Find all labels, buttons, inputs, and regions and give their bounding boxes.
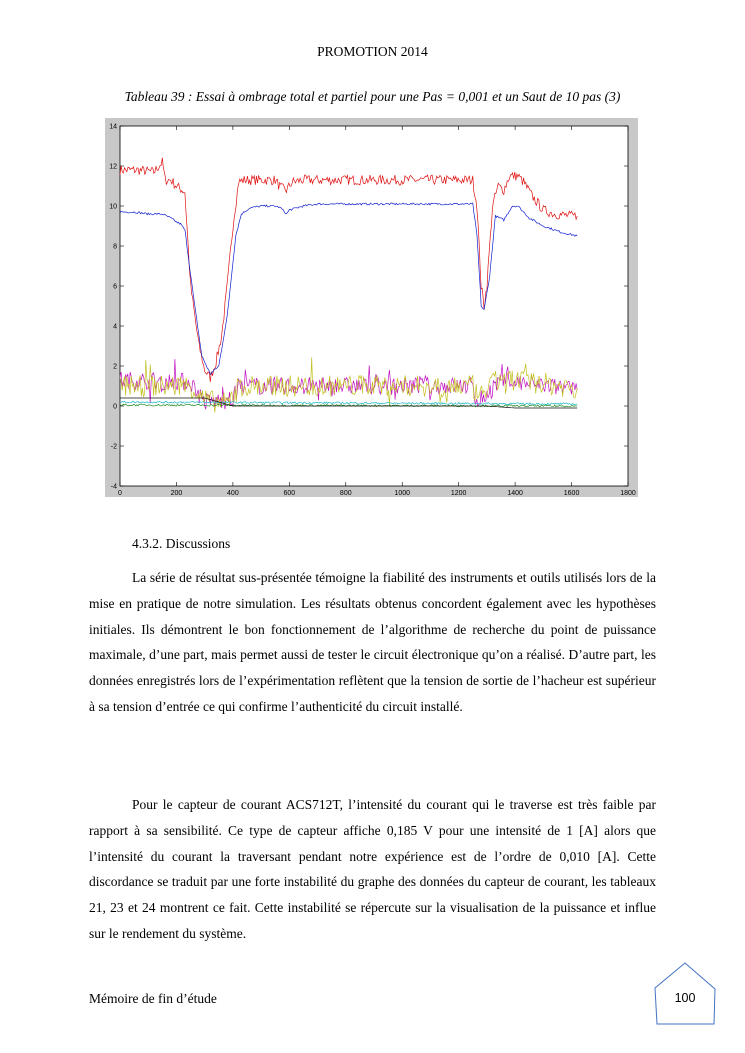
x-tick-label: 400 xyxy=(227,490,239,497)
x-tick-label: 1000 xyxy=(394,490,411,497)
y-tick-label: -4 xyxy=(110,483,117,491)
paragraph-1: La série de résultat sus-présentée témoigne la fiabilité des instruments et outils utilisés lors de la mise en pratique de notre simulation. Les résultats obtenus concordent également avec les hypothèses initiales. Ils démontrent le bon fonctionnement de l’algorithme de recherche du point de puissance maximale, d’une part, mais permet aussi de tester le circuit électronique qu’on a réalisé. D’autre part, les données enregistrés lors de l’expérimentation reflètent que la tension de sortie de l’hacheur est supérieur à sa tension d’entrée ce qui confirme l’authenticité du circuit installé. xyxy=(89,570,656,714)
y-tick-label: 8 xyxy=(113,243,117,251)
x-tick-label: 200 xyxy=(170,490,183,497)
y-tick-label: -2 xyxy=(110,443,117,451)
x-tick-label: 1600 xyxy=(563,490,580,497)
x-tick-label: 0 xyxy=(118,490,122,497)
x-tick-label: 600 xyxy=(283,490,296,497)
y-tick-label: 2 xyxy=(113,363,117,371)
y-tick-label: 4 xyxy=(113,323,117,331)
page-number: 100 xyxy=(674,991,696,1005)
y-tick-label: 0 xyxy=(113,403,117,411)
line-chart xyxy=(105,118,638,497)
y-tick-label: 10 xyxy=(109,203,117,211)
y-tick-label: 14 xyxy=(109,123,117,131)
x-tick-label: 1800 xyxy=(620,490,636,497)
footer-text: Mémoire de fin d’étude xyxy=(89,991,217,1006)
page-header: PROMOTION 2014 xyxy=(317,44,428,59)
y-tick-label: 12 xyxy=(109,163,117,171)
x-tick-label: 1200 xyxy=(450,490,467,497)
x-tick-label: 1400 xyxy=(507,490,523,497)
x-tick-label: 800 xyxy=(339,490,352,497)
figure-caption: Tableau 39 : Essai à ombrage total et partiel pour une Pas = 0,001 et un Saut de 10 pas (3) xyxy=(124,89,621,104)
paragraph-2: Pour le capteur de courant ACS712T, l’intensité du courant qui le traverse est très faible par rapport à sa sensibilité. Ce type de capteur affiche 0,185 V pour une intensité de 1 [A] alors que l’intensité du courant la traversant pendant notre expérience est de l’ordre de 0,010 [A]. Cette discordance se traduit par une forte instabilité du graphe des données du capteur de courant, les tableaux 21, 23 et 24 montrent ce fait. Cette instabilité se répercute sur la visualisation de la puissance et influe sur le rendement du système. xyxy=(89,797,656,941)
section-title: 4.3.2. Discussions xyxy=(132,536,231,551)
y-tick-label: 6 xyxy=(113,283,117,291)
figure-chart xyxy=(105,118,638,497)
